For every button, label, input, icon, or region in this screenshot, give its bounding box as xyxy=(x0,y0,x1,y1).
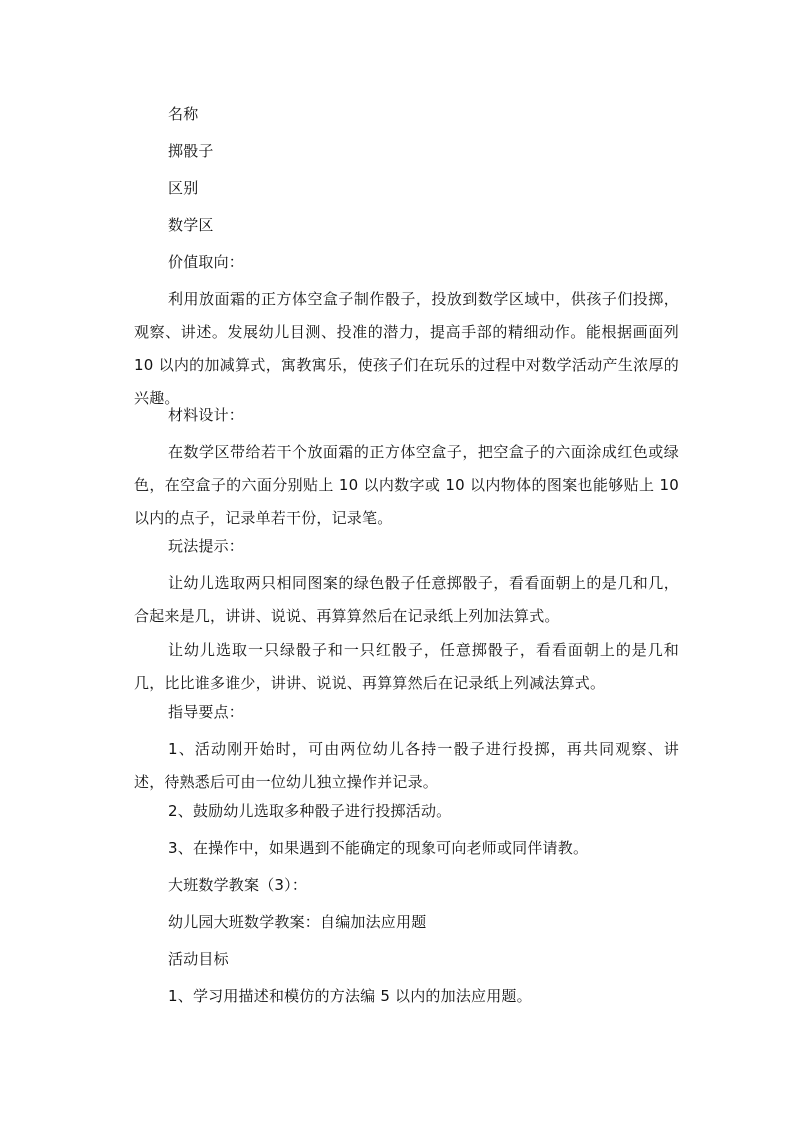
value-area: 数学区 xyxy=(168,216,214,234)
activity-goal-1: 1、学习用描述和模仿的方法编 5 以内的加法应用题。 xyxy=(168,987,532,1005)
heading-activity-goals: 活动目标 xyxy=(168,950,229,968)
paragraph-guidance-2: 2、鼓励幼儿选取多种骰子进行投掷活动。 xyxy=(168,802,452,820)
label-name: 名称 xyxy=(168,105,199,123)
lesson-plan-title: 幼儿园大班数学教案：自编加法应用题 xyxy=(168,913,427,931)
value-name: 掷骰子 xyxy=(168,142,214,160)
paragraph-play-tip-2: 让幼儿选取一只绿骰子和一只红骰子，任意掷骰子，看看面朝上的是几和几，比比谁多谁少，讲讲、说说、再算算然后在记录纸上列减法算式。 xyxy=(134,641,679,692)
paragraph-guidance-1: 1、活动刚开始时，可由两位幼儿各持一骰子进行投掷，再共同观察、讲述，待熟悉后可由一位幼儿独立操作并记录。 xyxy=(134,740,679,791)
heading-lesson-plan: 大班数学教案（3）： xyxy=(168,876,308,894)
heading-value-orientation: 价值取向： xyxy=(168,253,245,271)
paragraph-play-tip-1: 让幼儿选取两只相同图案的绿色骰子任意掷骰子，看看面朝上的是几和几，合起来是几，讲讲、说说、再算算然后在记录纸上列加法算式。 xyxy=(134,574,679,625)
paragraph-guidance-3: 3、在操作中，如果遇到不能确定的现象可向老师或同伴请教。 xyxy=(168,839,589,857)
heading-play-tips: 玩法提示： xyxy=(168,537,245,555)
paragraph-value-orientation: 利用放面霜的正方体空盒子制作骰子，投放到数学区域中，供孩子们投掷，观察、讲述。发展幼儿目测、投准的潜力，提高手部的精细动作。能根据画面列 10 以内的加减算式，寓教寓乐，使孩子们在玩乐的过程中对数学活动产生浓厚的兴趣。 xyxy=(134,290,679,407)
label-area: 区别 xyxy=(168,179,199,197)
paragraph-material-design: 在数学区带给若干个放面霜的正方体空盒子，把空盒子的六面涂成红色或绿色，在空盒子的六面分别贴上 10 以内数字或 10 以内物体的图案也能够贴上 10 以内的点子，记录单若干份，记录笔。 xyxy=(134,443,679,527)
heading-material-design: 材料设计： xyxy=(168,406,245,424)
heading-guidance-points: 指导要点： xyxy=(168,703,245,721)
